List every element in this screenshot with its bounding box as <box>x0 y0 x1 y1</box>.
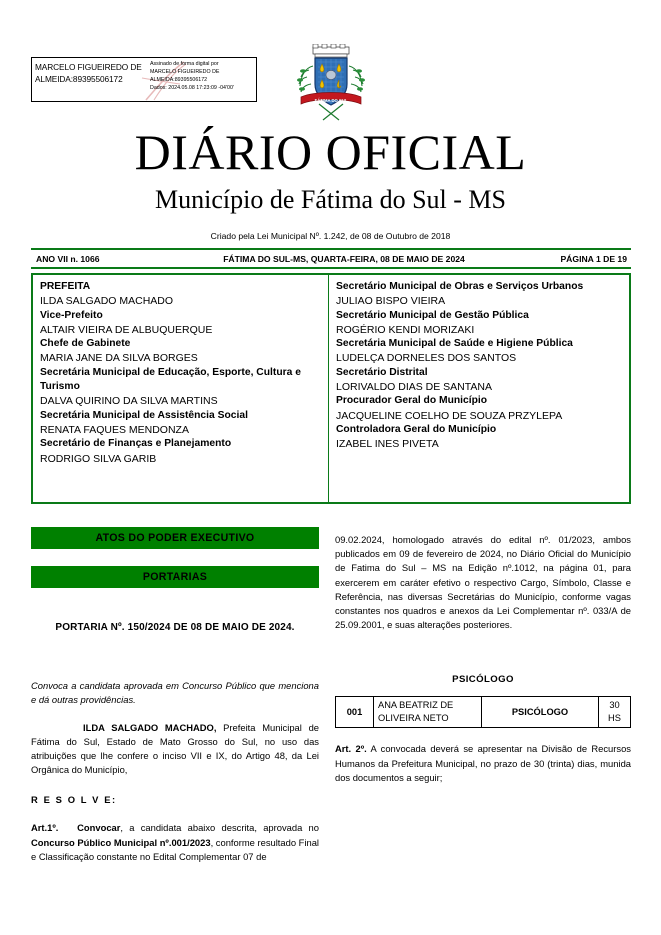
official-role: Procurador Geral do Município <box>336 395 488 407</box>
creation-law-note: Criado pela Lei Municipal Nº. 1.242, de 08 de Outubro de 2018 <box>210 231 451 241</box>
portaria-article-2 <box>335 742 631 785</box>
table-row <box>336 697 631 728</box>
signature-detail-line4: Dados: 2024.05.08 17:23:09 -04'00' <box>150 84 234 91</box>
official-role: Secretário Municipal de Obras e Serviços Urbanos <box>336 281 584 292</box>
article-2-label: Art. 2º. <box>335 743 367 755</box>
section-banner-portarias: PORTARIAS <box>31 566 319 588</box>
body-column-left <box>31 527 319 864</box>
official-role: Secretário Distrital <box>336 366 428 378</box>
portaria-article-1 <box>31 821 319 864</box>
officials-box <box>31 273 631 504</box>
official-name: IZABEL INES PIVETA <box>336 438 439 451</box>
page-indicator: PÁGINA 1 DE 19 <box>560 253 627 264</box>
official-name: JACQUELINE COELHO DE SOUZA PRZYLEPA <box>336 409 563 422</box>
cell-number: 001 <box>336 697 374 728</box>
signature-detail-line3: ALMEIDA:89395506172 <box>150 76 208 83</box>
officials-column-left <box>33 275 329 502</box>
official-name: RODRIGO SILVA GARIB <box>40 452 157 465</box>
official-role: Secretário de Finanças e Planejamento <box>40 438 232 450</box>
cell-workload: 30 HS <box>599 697 631 728</box>
official-name: MARIA JANE DA SILVA BORGES <box>40 352 198 365</box>
official-role: Chefe de Gabinete <box>40 338 131 350</box>
body-column-right <box>335 527 631 785</box>
official-name: JULIAO BISPO VIEIRA <box>336 295 446 308</box>
official-name: DALVA QUIRINO DA SILVA MARTINS <box>40 395 218 408</box>
article-1-text-b: , conforme resultado Final e Classificação constante no Edital Complementar 07 de <box>31 836 319 862</box>
masthead <box>0 126 661 242</box>
official-name: LUDELÇA DORNELES DOS SANTOS <box>336 352 517 365</box>
signature-details <box>148 58 256 101</box>
portaria-ementa: Convoca a candidata aprovada em Concurso Público que menciona e dá outras providências. <box>31 679 319 705</box>
article-1-verb: Convocar <box>77 822 121 834</box>
official-role: Secretária Municipal de Assistência Social <box>40 409 248 421</box>
coat-of-arms-icon <box>291 44 371 126</box>
cell-position: PSICÓLOGO <box>482 697 599 728</box>
official-role: PREFEITA <box>40 281 91 292</box>
officials-column-right <box>329 275 629 502</box>
portaria-preamble <box>31 721 319 778</box>
svg-text:FÁTIMA DO SUL: FÁTIMA DO SUL <box>314 98 348 103</box>
page-title: DIÁRIO OFICIAL <box>134 124 527 180</box>
signature-subject <box>32 58 148 101</box>
official-name: ROGÉRIO KENDI MORIZAKI <box>336 323 475 336</box>
signature-subject-line1: MARCELO FIGUEIREDO DE <box>35 62 142 72</box>
article-2-text: A convocada deverá se apresentar na Divisão de Recursos Humanos da Prefeitura Municipal, no prazo de 30 (trinta) dias, munida dos documentos a seguir; <box>335 743 631 783</box>
issue-number: ANO VII n. 1066 <box>36 253 100 264</box>
digital-signature-stamp <box>31 57 257 102</box>
signature-detail-line1: Assinado de forma digital por <box>150 61 219 67</box>
article-1-contest-ref: Concurso Público Municipal nº.001/2023 <box>31 836 211 848</box>
official-name: RENATA FAQUES MENDONZA <box>40 423 189 436</box>
portaria-title: PORTARIA Nº. 150/2024 DE 08 DE MAIO DE 2024. <box>55 622 295 633</box>
section-banner-executive-acts: ATOS DO PODER EXECUTIVO <box>31 527 319 549</box>
cell-candidate-name: ANA BEATRIZ DE OLIVEIRA NETO <box>374 697 482 728</box>
official-role: Controladora Geral do Município <box>336 423 497 435</box>
issue-info-bar <box>31 248 631 269</box>
official-role: Secretária Municipal de Saúde e Higiene Pública <box>336 338 573 350</box>
cargo-table <box>335 696 631 728</box>
official-role: Secretária Municipal de Educação, Esporte, Cultura e Turismo <box>40 366 301 393</box>
signature-subject-line2: ALMEIDA:89395506172 <box>35 73 123 84</box>
article-1-text-a: , a candidata abaixo descrita, aprovada no <box>120 822 319 834</box>
mayor-name: ILDA SALGADO MACHADO, <box>83 721 217 733</box>
official-name: ILDA SALGADO MACHADO <box>40 295 174 308</box>
cargo-table-title: PSICÓLOGO <box>452 674 514 686</box>
municipality-subtitle: Município de Fátima do Sul - MS <box>155 185 506 214</box>
official-name: ALTAIR VIEIRA DE ALBUQUERQUE <box>40 323 213 336</box>
official-role: Vice-Prefeito <box>40 309 103 321</box>
official-role: Secretário Municipal de Gestão Pública <box>336 309 529 321</box>
resolve-heading: R E S O L V E: <box>31 794 117 806</box>
signature-detail-line2: MARCELO FIGUEIREDO DE <box>150 68 220 75</box>
article-1-label: Art.1º. <box>31 822 59 834</box>
preamble-rest: Prefeita Municipal de Fátima do Sul, Estado de Mato Grosso do Sul, no uso das atribuições que lhe confere o inciso VII e IX, do Artigo 48, da Lei Orgânica do Município, <box>31 721 319 776</box>
official-name: LORIVALDO DIAS DE SANTANA <box>336 381 492 394</box>
article-1-continuation: 09.02.2024, homologado através do edital nº. 01/2023, ambos publicados em 09 de fevereiro de 2024, no Diário Oficial do Município de Fatima do Sul – MS na Edição nº.1012, na página 01, para exercerem em caráter efetivo o respectivo Cargo, Símbolo, Classe e Referência, nas diversas Secretárias do Município, conforme vagas constantes nos quadros e anexos da Lei Complementar nº. 033/A de 25.09.2001, e suas alterações posteriores. <box>335 534 631 631</box>
issue-place-date: FÁTIMA DO SUL-MS, QUARTA-FEIRA, 08 DE MAIO DE 2024 <box>223 253 465 264</box>
